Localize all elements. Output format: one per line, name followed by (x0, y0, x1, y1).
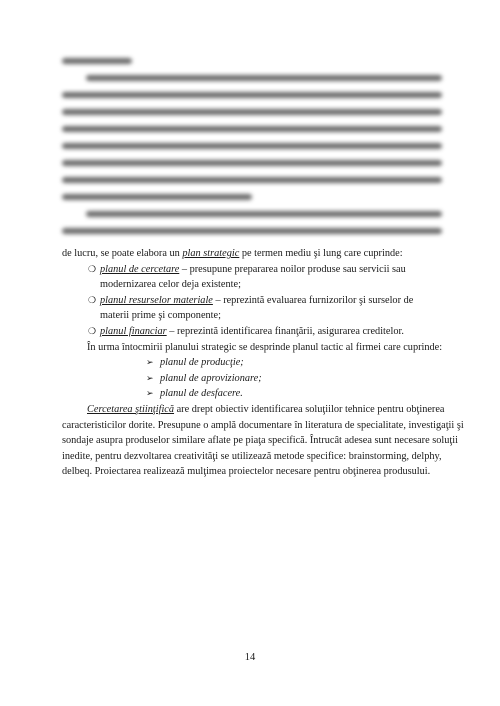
bullet-text: – reprezintă evaluarea furnizorilor şi surselor de (212, 294, 414, 306)
bullet-item (62, 324, 442, 340)
bullet-text: – reprezintă identificarea finanţării, asigurarea creditelor. (166, 325, 404, 337)
bullet-icon: ❍ (88, 294, 97, 305)
blurred-line (62, 92, 442, 98)
bullet-label: planul resurselor materiale (100, 294, 213, 306)
research-line-3: sondaje asupra produselor similare aflate pe piaţa specifică. Întrucât adesea sunt necesare soluţii (62, 435, 458, 447)
lead-text: de lucru, se poate elabora un (62, 248, 183, 259)
strategic-plan-line (62, 246, 442, 262)
sub-item-label: planul de desfacere. (160, 388, 243, 400)
arrow-bullet-icon: ➢ (146, 357, 154, 368)
arrow-bullet-icon: ➢ (146, 372, 154, 383)
blurred-line (86, 211, 442, 217)
blurred-line (62, 109, 442, 115)
blurred-line (62, 177, 442, 183)
sub-item-label: planul de producţie; (160, 357, 244, 369)
blurred-text-block (62, 58, 442, 245)
bullet-item (62, 293, 442, 309)
blurred-line (62, 126, 442, 132)
blurred-line (62, 228, 442, 234)
tactic-plan-intro: În urma întocmirii planului strategic se desprinde planul tactic al firmei care cuprinde: (87, 341, 443, 353)
visible-text (62, 246, 464, 480)
blurred-line (62, 194, 252, 200)
bullet-item (62, 262, 442, 278)
blurred-line (86, 75, 442, 81)
research-line-5: delbeq. Proiectarea realizează mulţimea proiectelor necesare pentru obţinerea produsului. (62, 466, 431, 478)
sub-item-label: planul de aprovizionare; (160, 372, 262, 384)
bullet-label: planul de cercetare (100, 263, 180, 275)
bullet-continuation: modernizarea celor deja existente; (100, 279, 241, 291)
lead-text-end: pe termen mediu şi lung care cuprinde: (239, 248, 403, 259)
research-line-2: caracteristicilor dorite. Presupune o amplă documentare în literatura de specialitate, investigaţii şi (62, 419, 464, 431)
bullet-text: – presupune prepararea noilor produse sau servicii sau (179, 263, 406, 275)
arrow-bullet-icon: ➢ (146, 388, 154, 399)
research-text: are drept obiectiv identificarea soluţiilor tehnice pentru obţinerea (174, 403, 445, 415)
blurred-line (62, 160, 442, 166)
plan-strategic-term: plan strategic (182, 248, 240, 259)
sub-item (62, 355, 442, 371)
research-line-1 (62, 402, 445, 418)
blurred-line (62, 143, 442, 149)
sub-item (62, 371, 442, 387)
bullet-icon: ❍ (88, 263, 97, 274)
sub-item (62, 386, 442, 402)
research-line-4: inedite, pentru dezvoltarea creativităţi se utilizează metode specifice: brainstorming, delphy, (62, 450, 442, 462)
blurred-line (62, 58, 132, 64)
bullet-icon: ❍ (88, 325, 97, 336)
research-term: Cercetarea ştiinţifică (87, 403, 175, 415)
bullet-continuation: materii prime şi componente; (100, 310, 221, 322)
bullet-label: planul financiar (100, 325, 167, 337)
page-number: 14 (244, 652, 256, 663)
